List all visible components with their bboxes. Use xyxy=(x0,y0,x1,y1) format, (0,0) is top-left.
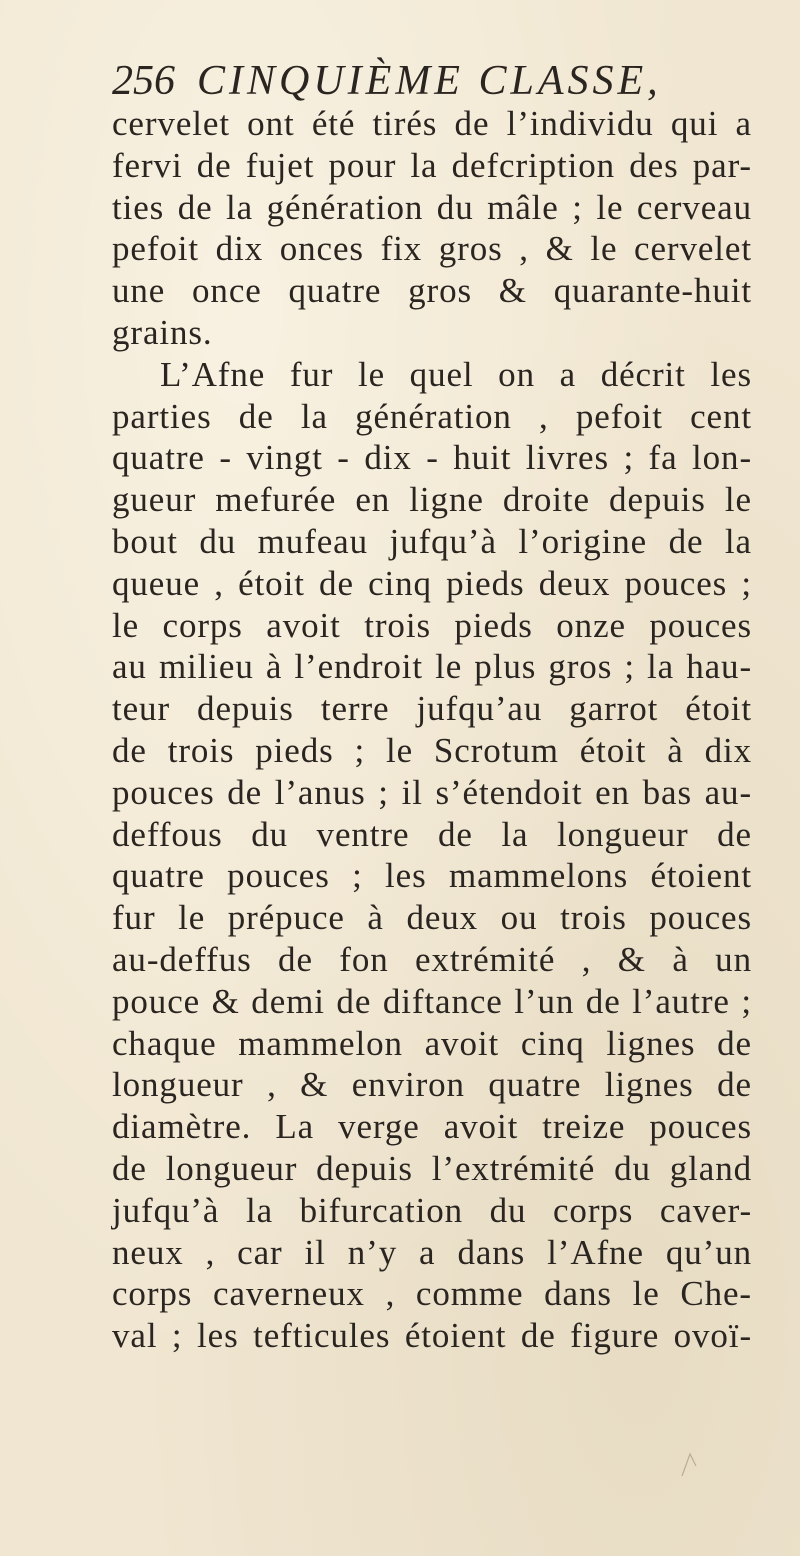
text-line: pefoit dix onces fix gros , & le cervelet xyxy=(112,229,752,269)
text-line: jufqu’à la bifurcation du corps caver- xyxy=(112,1190,752,1230)
text-line: parties de la génération , pefoit cent xyxy=(112,396,752,436)
running-title: CINQUIÈME CLASSE, xyxy=(197,58,662,104)
text-line: longueur , & environ quatre lignes de xyxy=(112,1065,752,1105)
text-line: val ; les tefticules étoient de figure ovoï- xyxy=(112,1316,752,1356)
page-number: 256 xyxy=(112,58,175,104)
text-line: quatre pouces ; les mammelons étoient xyxy=(112,856,752,896)
text-line: queue , étoit de cinq pieds deux pouces ; xyxy=(112,563,752,603)
stray-pencil-mark xyxy=(680,1450,698,1478)
text-line: fervi de fujet pour la defcription des par- xyxy=(112,145,752,185)
body-text xyxy=(112,103,752,1357)
text-line: au-deffus de fon extrémité , & à un xyxy=(112,939,752,979)
text-line: L’Afne fur le quel on a décrit les xyxy=(160,354,752,394)
text-line: diamètre. La verge avoit treize pouces xyxy=(112,1107,752,1147)
text-line: chaque mammelon avoit cinq lignes de xyxy=(112,1023,752,1063)
text-line: une once quatre gros & quarante-huit xyxy=(112,271,752,311)
text-line: cervelet ont été tirés de l’individu qui a xyxy=(112,104,752,143)
text-line: fur le prépuce à deux ou trois pouces xyxy=(112,898,752,938)
text-line: de longueur depuis l’extrémité du gland xyxy=(112,1148,752,1188)
text-line: corps caverneux , comme dans le Che- xyxy=(112,1274,752,1314)
text-line: pouce & demi de diftance l’un de l’autre ; xyxy=(112,981,752,1021)
text-line: pouces de l’anus ; il s’étendoit en bas au- xyxy=(112,772,752,812)
text-line: bout du mufeau jufqu’à l’origine de la xyxy=(112,521,752,561)
text-line: de trois pieds ; le Scrotum étoit à dix xyxy=(112,730,752,770)
text-line: au milieu à l’endroit le plus gros ; la hau- xyxy=(112,647,752,687)
text-line: deffous du ventre de la longueur de xyxy=(112,814,752,854)
running-header xyxy=(112,56,732,106)
text-line: gueur mefurée en ligne droite depuis le xyxy=(112,480,752,520)
text-line: teur depuis terre jufqu’au garrot étoit xyxy=(112,689,752,729)
text-line: quatre - vingt - dix - huit livres ; fa lon- xyxy=(112,438,752,478)
text-line: grains. xyxy=(112,312,213,352)
text-line: neux , car il n’y a dans l’Afne qu’un xyxy=(112,1232,752,1272)
text-line: ties de la génération du mâle ; le cerveau xyxy=(112,187,752,227)
text-line: le corps avoit trois pieds onze pouces xyxy=(112,605,752,645)
